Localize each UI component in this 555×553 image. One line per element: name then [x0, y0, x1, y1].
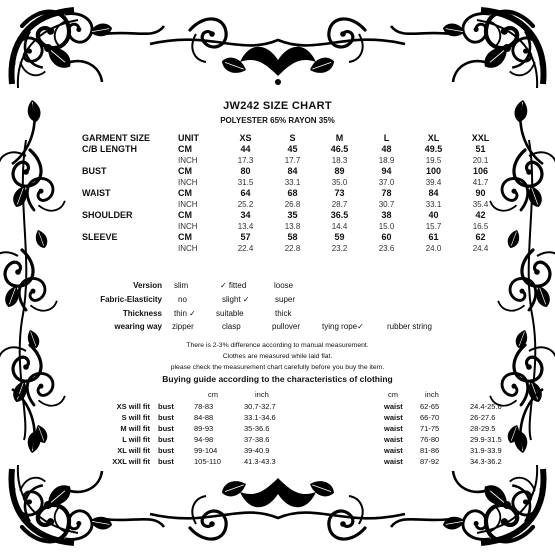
guide-cm-header: cm [208, 390, 218, 399]
note-line: There is 2-3% difference according to manual measurement. [186, 342, 369, 349]
cell: 73 [334, 188, 345, 198]
attr-option: ✓ fitted [220, 281, 247, 290]
cell: 31.5 [237, 178, 254, 187]
cell: 20.1 [472, 156, 489, 165]
cell: 18.3 [331, 156, 348, 165]
cell: 59 [334, 232, 345, 242]
measure-row-cm [82, 232, 504, 243]
guide-cm-header: cm [388, 390, 398, 399]
guide-row: M will fit bust 89-93 35-36.6 waist 71-75 28-29.5 [120, 424, 496, 433]
cell: 46.5 [330, 144, 349, 154]
attr-option: super [275, 295, 296, 304]
cell: 28.7 [331, 200, 348, 209]
size-xl-header: XL [427, 133, 440, 143]
cell: 34 [240, 210, 251, 220]
cell: 18.9 [378, 156, 395, 165]
attr-label-version: Version [133, 281, 162, 290]
buying-guide-table [86, 401, 530, 467]
cell: 94 [381, 166, 392, 176]
size-s-header: S [289, 133, 296, 143]
cell: 42 [475, 210, 486, 220]
measure-row-cm [82, 166, 504, 177]
attr-option: pullover [272, 322, 301, 331]
attr-option: zipper [172, 322, 194, 331]
measure-name: SHOULDER [82, 210, 133, 220]
cell: 13.8 [284, 222, 301, 231]
unit-inch: INCH [178, 222, 198, 231]
cell: 25.2 [237, 200, 254, 209]
unit-inch: INCH [178, 178, 198, 187]
cell: 15.0 [378, 222, 395, 231]
cell: 24.0 [425, 244, 442, 253]
unit-cm: CM [178, 210, 192, 220]
cell: 30.7 [378, 200, 395, 209]
cell: 90 [475, 188, 486, 198]
measure-row-inch [82, 243, 504, 254]
note-line: please check the measurement chart carefully before you buy the item. [170, 364, 385, 371]
measure-row-inch [82, 199, 504, 210]
guide-row: XS will fit bust 78-83 30.7-32.7 waist 62-65 24.4-25.6 [116, 402, 502, 411]
cell: 45 [287, 144, 298, 154]
measure-name: SLEEVE [82, 232, 118, 242]
measure-row-inch [82, 155, 504, 166]
unit-header: UNIT [178, 133, 199, 143]
note-line: Clothes are measured while laid flat. [222, 353, 333, 360]
cell: 35.0 [331, 178, 348, 187]
cell: 15.7 [425, 222, 442, 231]
cell: 37.0 [378, 178, 395, 187]
attr-option: rubber string [387, 322, 432, 331]
cell: 39.4 [425, 178, 442, 187]
cell: 44 [240, 144, 251, 154]
cell: 106 [472, 166, 489, 176]
guide-row: XL will fit bust 99-104 39-40.9 waist 81-86 31.9-33.9 [117, 446, 502, 455]
size-chart-table [82, 133, 504, 254]
cell: 49.5 [424, 144, 443, 154]
attr-option: loose [274, 281, 294, 290]
cell: 84 [287, 166, 298, 176]
cell: 61 [428, 232, 439, 242]
measure-row-cm [82, 188, 504, 199]
cell: 84 [428, 188, 439, 198]
measure-name: C/B LENGTH [82, 144, 137, 154]
cell: 40 [428, 210, 439, 220]
unit-cm: CM [178, 166, 192, 176]
cell: 24.4 [472, 244, 489, 253]
unit-cm: CM [178, 232, 192, 242]
cell: 36.5 [330, 210, 349, 220]
attr-option: slight ✓ [222, 295, 250, 304]
cell: 35 [287, 210, 298, 220]
cell: 41.7 [472, 178, 489, 187]
attr-option: clasp [222, 322, 241, 331]
cell: 68 [287, 188, 298, 198]
size-l-header: L [383, 133, 390, 143]
cell: 17.3 [237, 156, 254, 165]
cell: 48 [381, 144, 392, 154]
attr-label-wearing-way: wearing way [114, 322, 162, 331]
cell: 62 [475, 232, 486, 242]
buying-guide-title: Buying guide according to the characteristics of clothing [162, 374, 393, 384]
cell: 89 [334, 166, 345, 176]
cell: 64 [240, 188, 251, 198]
attr-option: no [178, 295, 187, 304]
attr-option: tying rope✓ [322, 322, 364, 331]
cell: 58 [287, 232, 298, 242]
guide-inch-header: inch [425, 390, 439, 399]
attr-option: thin ✓ [174, 309, 196, 318]
attr-label-elasticity: Fabric-Elasticity [100, 295, 162, 304]
cell: 51 [475, 144, 486, 154]
chart-title: JW242 SIZE CHART [223, 100, 332, 112]
measure-name: BUST [82, 166, 107, 176]
size-xxl-header: XXL [471, 133, 490, 143]
cell: 23.6 [378, 244, 395, 253]
cell: 17.7 [284, 156, 301, 165]
attr-option: slim [174, 281, 189, 290]
cell: 78 [381, 188, 392, 198]
measure-row-cm [82, 210, 504, 221]
cell: 33.1 [284, 178, 301, 187]
guide-row: L will fit bust 94-98 37-38.6 waist 76-80 29.9-31.5 [122, 435, 502, 444]
cell: 57 [240, 232, 251, 242]
size-m-header: M [335, 133, 344, 143]
cell: 16.5 [472, 222, 489, 231]
cell: 22.8 [284, 244, 301, 253]
cell: 13.4 [237, 222, 254, 231]
material-subtitle: POLYESTER 65% RAYON 35% [220, 116, 335, 125]
measure-row-inch [82, 221, 504, 232]
cell: 26.8 [284, 200, 301, 209]
size-xs-header: XS [239, 133, 252, 143]
measure-name: WAIST [82, 188, 111, 198]
cell: 100 [425, 166, 442, 176]
unit-inch: INCH [178, 200, 198, 209]
cell: 19.5 [425, 156, 442, 165]
unit-inch: INCH [178, 244, 198, 253]
cell: 80 [240, 166, 251, 176]
garment-size-label: GARMENT SIZE [82, 133, 151, 143]
cell: 60 [381, 232, 392, 242]
size-header-row [82, 133, 504, 144]
guide-row: XXL will fit bust 105-110 41.3-43.3 waist 87-92 34.3-36.2 [112, 457, 502, 466]
attr-label-thickness: Thickness [122, 309, 162, 318]
unit-inch: INCH [178, 156, 198, 165]
guide-row: S will fit bust 84-88 33.1-34.6 waist 66-70 26-27.6 [121, 413, 496, 422]
cell: 22.4 [237, 244, 254, 253]
guide-inch-header: inch [255, 390, 269, 399]
unit-cm: CM [178, 144, 192, 154]
measure-row-inch [82, 177, 504, 188]
measure-row-cm [82, 144, 504, 155]
cell: 14.4 [331, 222, 348, 231]
cell: 23.2 [331, 244, 348, 253]
attr-option: suitable [216, 309, 244, 318]
cell: 38 [381, 210, 392, 220]
cell: 33.1 [425, 200, 442, 209]
attr-option: thick [275, 309, 292, 318]
cell: 35.4 [472, 200, 489, 209]
unit-cm: CM [178, 188, 192, 198]
